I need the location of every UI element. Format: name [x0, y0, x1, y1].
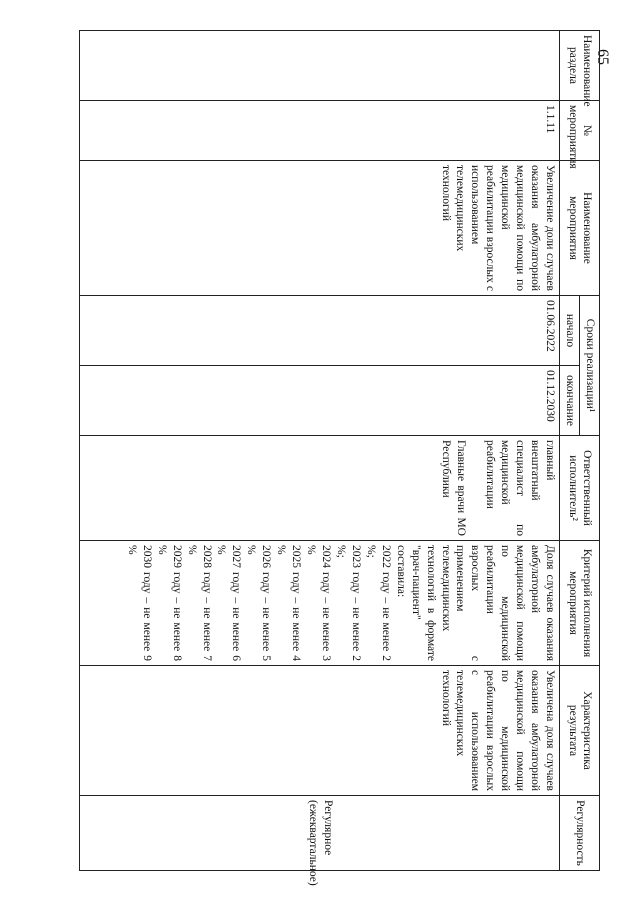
cell-regularity: Регулярное (ежеквартальное) [80, 796, 560, 871]
cell-num: 1.1.11 [80, 101, 560, 161]
header-end: окончание [560, 366, 580, 436]
header-result: Характеристика результата [560, 666, 600, 796]
cell-name: Увеличение доли случаев оказания амбулаторной медицинской помощи по медицинской реабилитации взрослых с использованием телемедицинских технологий [80, 161, 560, 296]
measures-table [79, 30, 600, 886]
header-num: № мероприятия [560, 101, 600, 161]
header-terms: Сроки реализации¹ [580, 296, 600, 436]
cell-criterion [80, 541, 560, 666]
criterion-intro: Доля случаев оказания амбулаторной медицинской помощи по медицинской реабилитации взрослых с применением телемедицинских технологий в формате "врач-пациент" составила: [394, 545, 557, 661]
criterion-line: 2023 году – не менее 2 %; [335, 545, 362, 661]
criterion-line: 2028 году – не менее 7 % [185, 545, 213, 661]
responsible-1: главный внештатный специалист по медицинской реабилитации [484, 440, 557, 536]
cell-section [80, 31, 560, 101]
header-responsible: Ответственный исполнитель² [560, 436, 600, 541]
criterion-line: 2022 году – не менее 2 %; [364, 545, 392, 661]
header-start: начало [560, 296, 580, 366]
page-number: 65 [594, 49, 611, 65]
criterion-line: 2030 году – не менее 9 % [125, 545, 153, 661]
rotated-table-wrapper [30, 30, 600, 886]
header-section: Наименование раздела [560, 31, 600, 101]
cell-end: 01.12.2030 [80, 366, 560, 436]
criterion-line: 2026 году – не менее 5 % [245, 545, 273, 661]
table-row [80, 31, 560, 871]
cell-result: Увеличена доля случаев оказания амбулаторной медицинской помощи по медицинской реабилитации взрослых с использованием телемедицинских технологий [80, 666, 560, 796]
cell-start: 01.06.2022 [80, 296, 560, 366]
header-criterion: Критерий исполнения мероприятия [560, 541, 600, 666]
criterion-line: 2029 году – не менее 8 % [155, 545, 183, 661]
header-regularity: Регулярность [560, 796, 600, 871]
responsible-2: Главные врачи МО Республики [440, 440, 468, 536]
header-name: Наименование мероприятия [560, 161, 600, 296]
criterion-line: 2024 году – не менее 3 % [305, 545, 333, 661]
criterion-line: 2027 году – не менее 6 % [215, 545, 243, 661]
cell-responsible [80, 436, 560, 541]
criterion-line: 2025 году – не менее 4 % [275, 545, 303, 661]
